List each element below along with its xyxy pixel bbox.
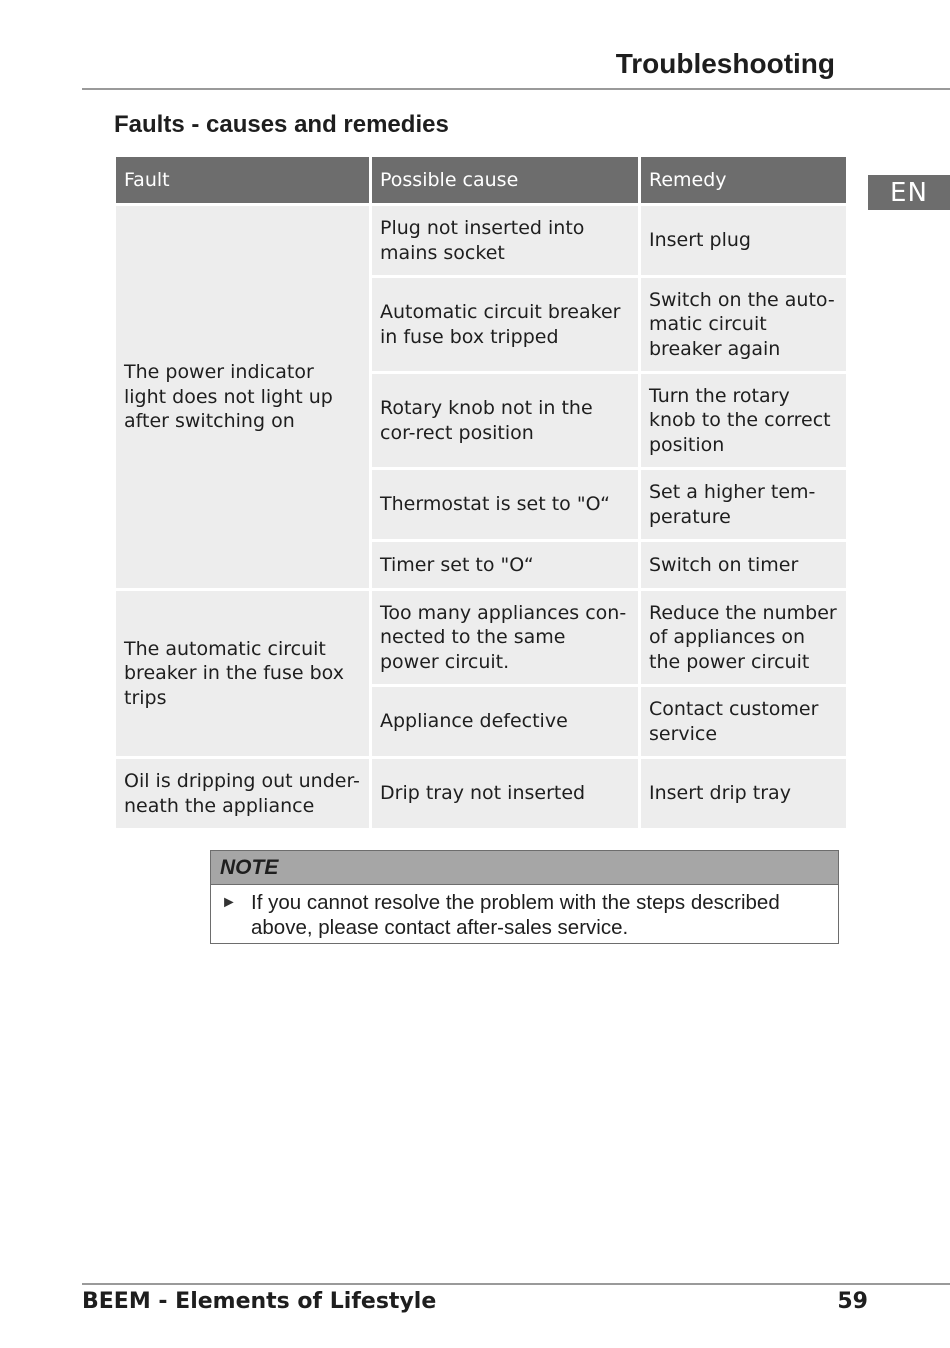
cause-cell: Automatic circuit breaker in fuse box tripped	[372, 278, 638, 371]
table-row	[116, 759, 846, 828]
faults-table	[113, 154, 849, 831]
note-text: If you cannot resolve the problem with the steps described above, please contact after-sales service.	[251, 891, 780, 939]
triangle-right-icon: ►	[221, 894, 237, 911]
fault-cell: Oil is dripping out under-neath the appliance	[116, 759, 369, 828]
cause-cell: Appliance defective	[372, 687, 638, 756]
section-title: Faults - causes and remedies	[114, 111, 449, 138]
remedy-cell: Turn the rotary knob to the correct position	[641, 374, 846, 467]
fault-cell: The power indicator light does not light up after switching on	[116, 206, 369, 588]
fault-cell: The automatic circuit breaker in the fuse box trips	[116, 591, 369, 756]
page-header-title: Troubleshooting	[615, 48, 835, 79]
cause-cell: Plug not inserted into mains socket	[372, 206, 638, 275]
remedy-cell: Insert plug	[641, 206, 846, 275]
column-header-remedy: Remedy	[641, 157, 846, 203]
cause-cell: Too many appliances con-nected to the same power circuit.	[372, 591, 638, 684]
remedy-cell: Switch on timer	[641, 542, 846, 588]
cause-cell: Thermostat is set to "O“	[372, 470, 638, 539]
column-header-fault: Fault	[116, 157, 369, 203]
remedy-cell: Reduce the number of appliances on the power circuit	[641, 591, 846, 684]
remedy-cell: Insert drip tray	[641, 759, 846, 828]
note-box	[210, 850, 839, 944]
footer-brand: BEEM - Elements of Lifestyle	[82, 1289, 437, 1314]
cause-cell: Timer set to "O“	[372, 542, 638, 588]
cause-cell: Drip tray not inserted	[372, 759, 638, 828]
page-number: 59	[837, 1289, 868, 1314]
remedy-cell: Switch on the auto-matic circuit breaker again	[641, 278, 846, 371]
column-header-cause: Possible cause	[372, 157, 638, 203]
remedy-cell: Contact customer service	[641, 687, 846, 756]
language-tab: EN	[868, 175, 950, 210]
cause-cell: Rotary knob not in the cor-rect position	[372, 374, 638, 467]
remedy-cell: Set a higher tem-perature	[641, 470, 846, 539]
table-header-row	[116, 157, 846, 203]
table-row	[116, 591, 846, 684]
note-title: NOTE	[211, 851, 838, 885]
table-row	[116, 206, 846, 275]
header-divider	[82, 88, 950, 90]
note-item	[211, 885, 838, 940]
footer-divider	[82, 1283, 950, 1285]
